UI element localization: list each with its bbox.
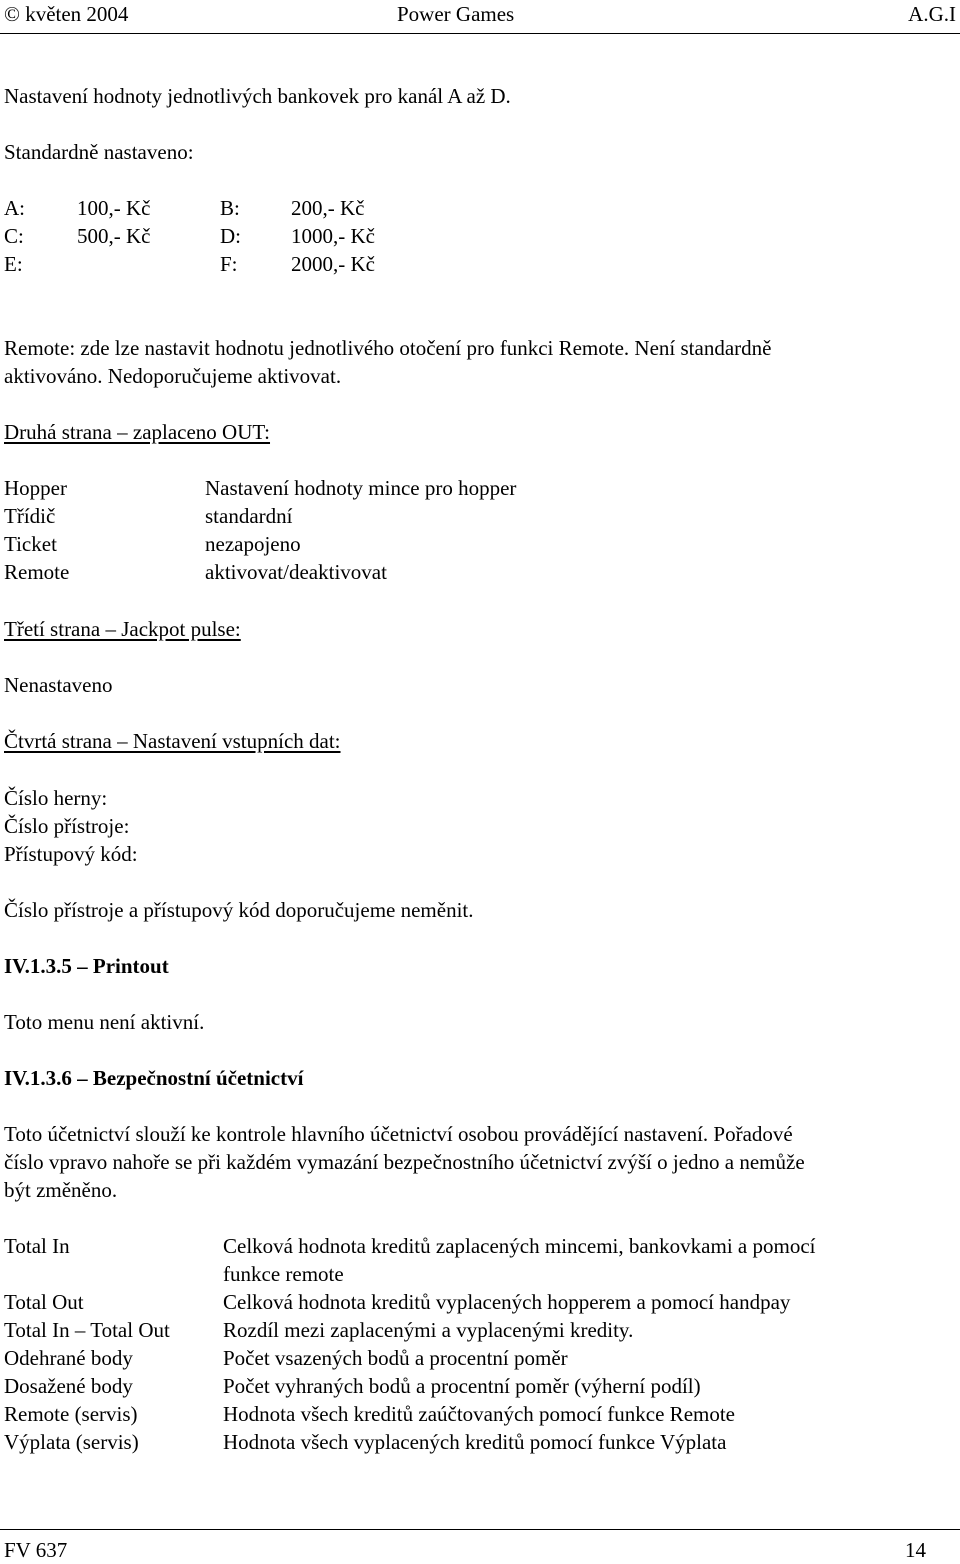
page4-note: Číslo přístroje a přístupový kód doporučujeme neměnit. [4,898,474,922]
accounting-value: Rozdíl mezi zaplacenými a vyplacenými kredity. [223,1318,634,1342]
footer-model: FV 637 [4,1538,68,1562]
page2-item-value: standardní [205,504,293,528]
channel-a-value: 100,- Kč [77,196,151,220]
accounting-label: Odehrané body [4,1346,133,1370]
channel-f-value: 2000,- Kč [291,252,375,276]
channel-b-key: B: [220,196,240,220]
footer-page-number: 14 [905,1538,926,1562]
security-paragraph-line: Toto účetnictví slouží ke kontrole hlavního účetnictví osobou provádějící nastavení. Pořadové [4,1122,793,1146]
remote-note-line-1: Remote: zde lze nastavit hodnotu jednotlivého otočení pro funkci Remote. Není standardně [4,336,772,360]
channel-c-key: C: [4,224,24,248]
page4-line: Číslo přístroje: [4,814,130,838]
page2-item-label: Ticket [4,532,57,556]
accounting-label: Total In – Total Out [4,1318,170,1342]
channel-e-key: E: [4,252,23,276]
channel-c-value: 500,- Kč [77,224,151,248]
channel-d-key: D: [220,224,241,248]
accounting-value: Hodnota všech vyplacených kreditů pomocí funkce Výplata [223,1430,727,1454]
accounting-label: Dosažené body [4,1374,133,1398]
accounting-label: Total Out [4,1290,84,1314]
page2-item-label: Remote [4,560,70,584]
accounting-value-continued: funkce remote [223,1262,344,1286]
security-paragraph-line: číslo vpravo nahoře se při každém vymazání bezpečnostního účetnictví zvýší o jedno a nemůže [4,1150,805,1174]
page2-item-value: nezapojeno [205,532,301,556]
header-date: © květen 2004 [4,2,129,26]
page3-text: Nenastaveno [4,673,113,697]
channel-f-key: F: [220,252,238,276]
accounting-value: Počet vsazených bodů a procentní poměr [223,1346,568,1370]
accounting-label: Total In [4,1234,70,1258]
header-code: A.G.I [908,2,956,26]
accounting-value: Celková hodnota kreditů zaplacených mincemi, bankovkami a pomocí [223,1234,816,1258]
page2-item-value: aktivovat/deaktivovat [205,560,387,584]
page4-heading: Čtvrtá strana – Nastavení vstupních dat: [4,729,341,753]
accounting-label: Remote (servis) [4,1402,138,1426]
channel-b-value: 200,- Kč [291,196,365,220]
channel-d-value: 1000,- Kč [291,224,375,248]
page2-item-label: Třídič [4,504,56,528]
intro-text: Nastavení hodnoty jednotlivých bankovek pro kanál A až D. [4,84,511,108]
accounting-value: Hodnota všech kreditů zaúčtovaných pomocí funkce Remote [223,1402,735,1426]
accounting-value: Celková hodnota kreditů vyplacených hopperem a pomocí handpay [223,1290,791,1314]
page4-line: Číslo herny: [4,786,108,810]
accounting-value: Počet vyhraných bodů a procentní poměr (výherní podíl) [223,1374,701,1398]
page2-heading: Druhá strana – zaplaceno OUT: [4,420,271,444]
printout-text: Toto menu není aktivní. [4,1010,205,1034]
remote-note-line-2: aktivováno. Nedoporučujeme aktivovat. [4,364,342,388]
accounting-label: Výplata (servis) [4,1430,139,1454]
header-title: Power Games [397,2,515,26]
page4-line: Přístupový kód: [4,842,138,866]
section-printout-heading: IV.1.3.5 – Printout [4,954,169,978]
page2-item-label: Hopper [4,476,67,500]
default-label: Standardně nastaveno: [4,140,194,164]
page3-heading: Třetí strana – Jackpot pulse: [4,617,241,641]
header-rule [0,33,960,34]
section-security-heading: IV.1.3.6 – Bezpečnostní účetnictví [4,1066,304,1090]
security-paragraph-line: být změněno. [4,1178,118,1202]
page2-item-value: Nastavení hodnoty mince pro hopper [205,476,517,500]
footer-rule [0,1529,960,1530]
channel-a-key: A: [4,196,25,220]
